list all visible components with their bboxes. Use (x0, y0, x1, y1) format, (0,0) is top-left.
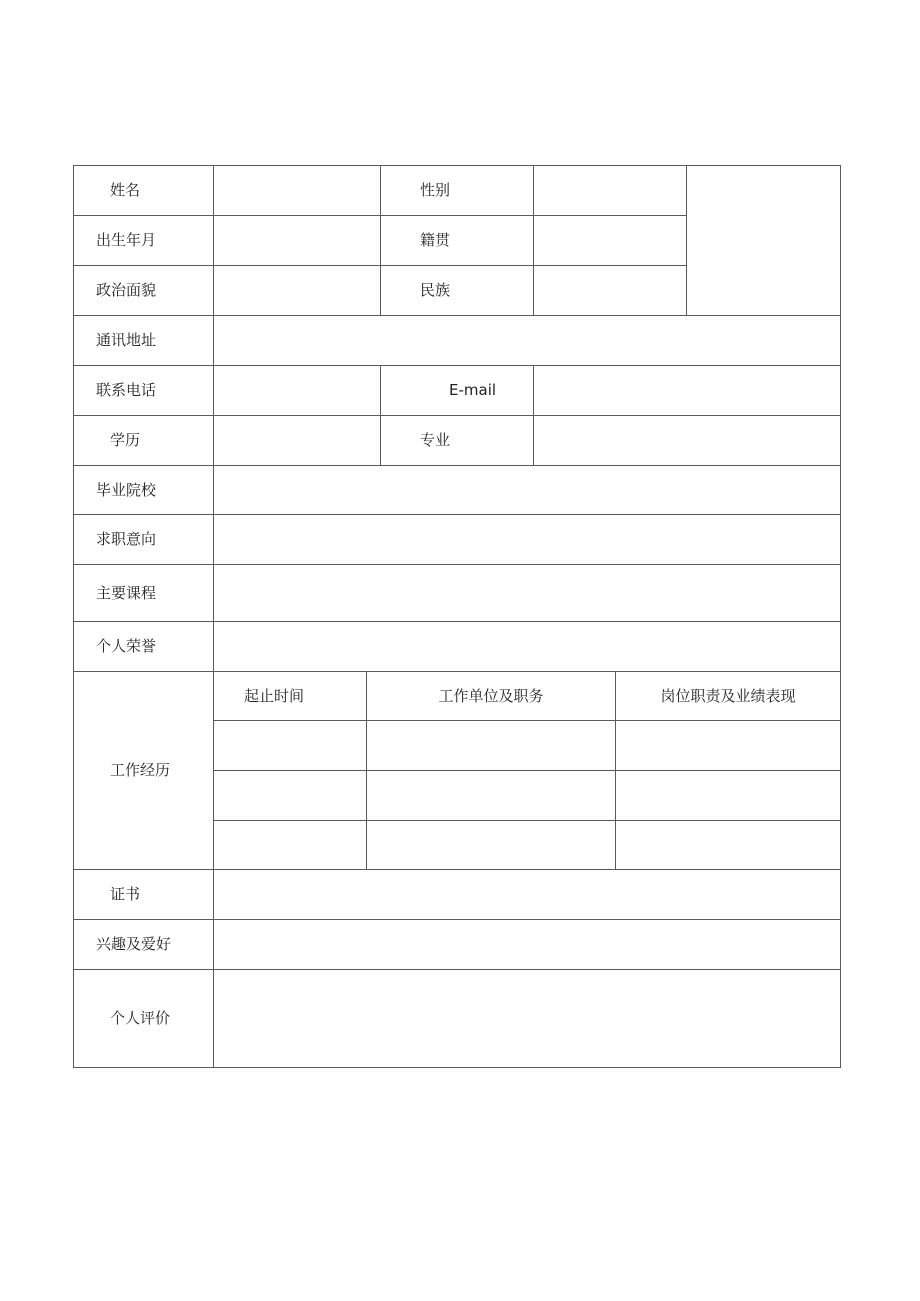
work-employer-cell[interactable] (367, 721, 616, 771)
work-employer-cell[interactable] (367, 821, 616, 870)
name-field[interactable] (214, 166, 381, 216)
birth-date-label: 出生年月 (74, 216, 214, 266)
work-duties-cell[interactable] (616, 771, 841, 821)
work-duties-header: 岗位职责及业绩表现 (616, 672, 841, 721)
honors-label: 个人荣誉 (74, 622, 214, 672)
name-label: 姓名 (74, 166, 214, 216)
political-status-field[interactable] (214, 266, 381, 316)
job-objective-label: 求职意向 (74, 515, 214, 565)
address-label: 通讯地址 (74, 316, 214, 366)
photo-box[interactable] (687, 166, 841, 316)
phone-field[interactable] (214, 366, 381, 416)
school-field[interactable] (214, 466, 841, 515)
work-period-cell[interactable] (214, 821, 367, 870)
work-employer-header: 工作单位及职务 (367, 672, 616, 721)
self-evaluation-label: 个人评价 (74, 970, 214, 1068)
birth-date-field[interactable] (214, 216, 381, 266)
phone-label: 联系电话 (74, 366, 214, 416)
address-field[interactable] (214, 316, 841, 366)
honors-field[interactable] (214, 622, 841, 672)
gender-label: 性别 (381, 166, 534, 216)
work-period-header: 起止时间 (214, 672, 367, 721)
certificates-label: 证书 (74, 870, 214, 920)
hometown-field[interactable] (534, 216, 687, 266)
education-label: 学历 (74, 416, 214, 466)
work-employer-cell[interactable] (367, 771, 616, 821)
resume-form-table (73, 165, 841, 1068)
courses-field[interactable] (214, 565, 841, 622)
work-period-cell[interactable] (214, 721, 367, 771)
email-field[interactable] (534, 366, 841, 416)
courses-label: 主要课程 (74, 565, 214, 622)
education-field[interactable] (214, 416, 381, 466)
self-evaluation-field[interactable] (214, 970, 841, 1068)
work-duties-cell[interactable] (616, 721, 841, 771)
hometown-label: 籍贯 (381, 216, 534, 266)
gender-field[interactable] (534, 166, 687, 216)
work-period-cell[interactable] (214, 771, 367, 821)
major-label: 专业 (381, 416, 534, 466)
school-label: 毕业院校 (74, 466, 214, 515)
political-status-label: 政治面貌 (74, 266, 214, 316)
certificates-field[interactable] (214, 870, 841, 920)
hobbies-label: 兴趣及爱好 (74, 920, 214, 970)
work-duties-cell[interactable] (616, 821, 841, 870)
hobbies-field[interactable] (214, 920, 841, 970)
job-objective-field[interactable] (214, 515, 841, 565)
major-field[interactable] (534, 416, 841, 466)
work-history-label: 工作经历 (74, 672, 214, 870)
ethnicity-field[interactable] (534, 266, 687, 316)
email-label: E-mail (381, 366, 534, 416)
ethnicity-label: 民族 (381, 266, 534, 316)
